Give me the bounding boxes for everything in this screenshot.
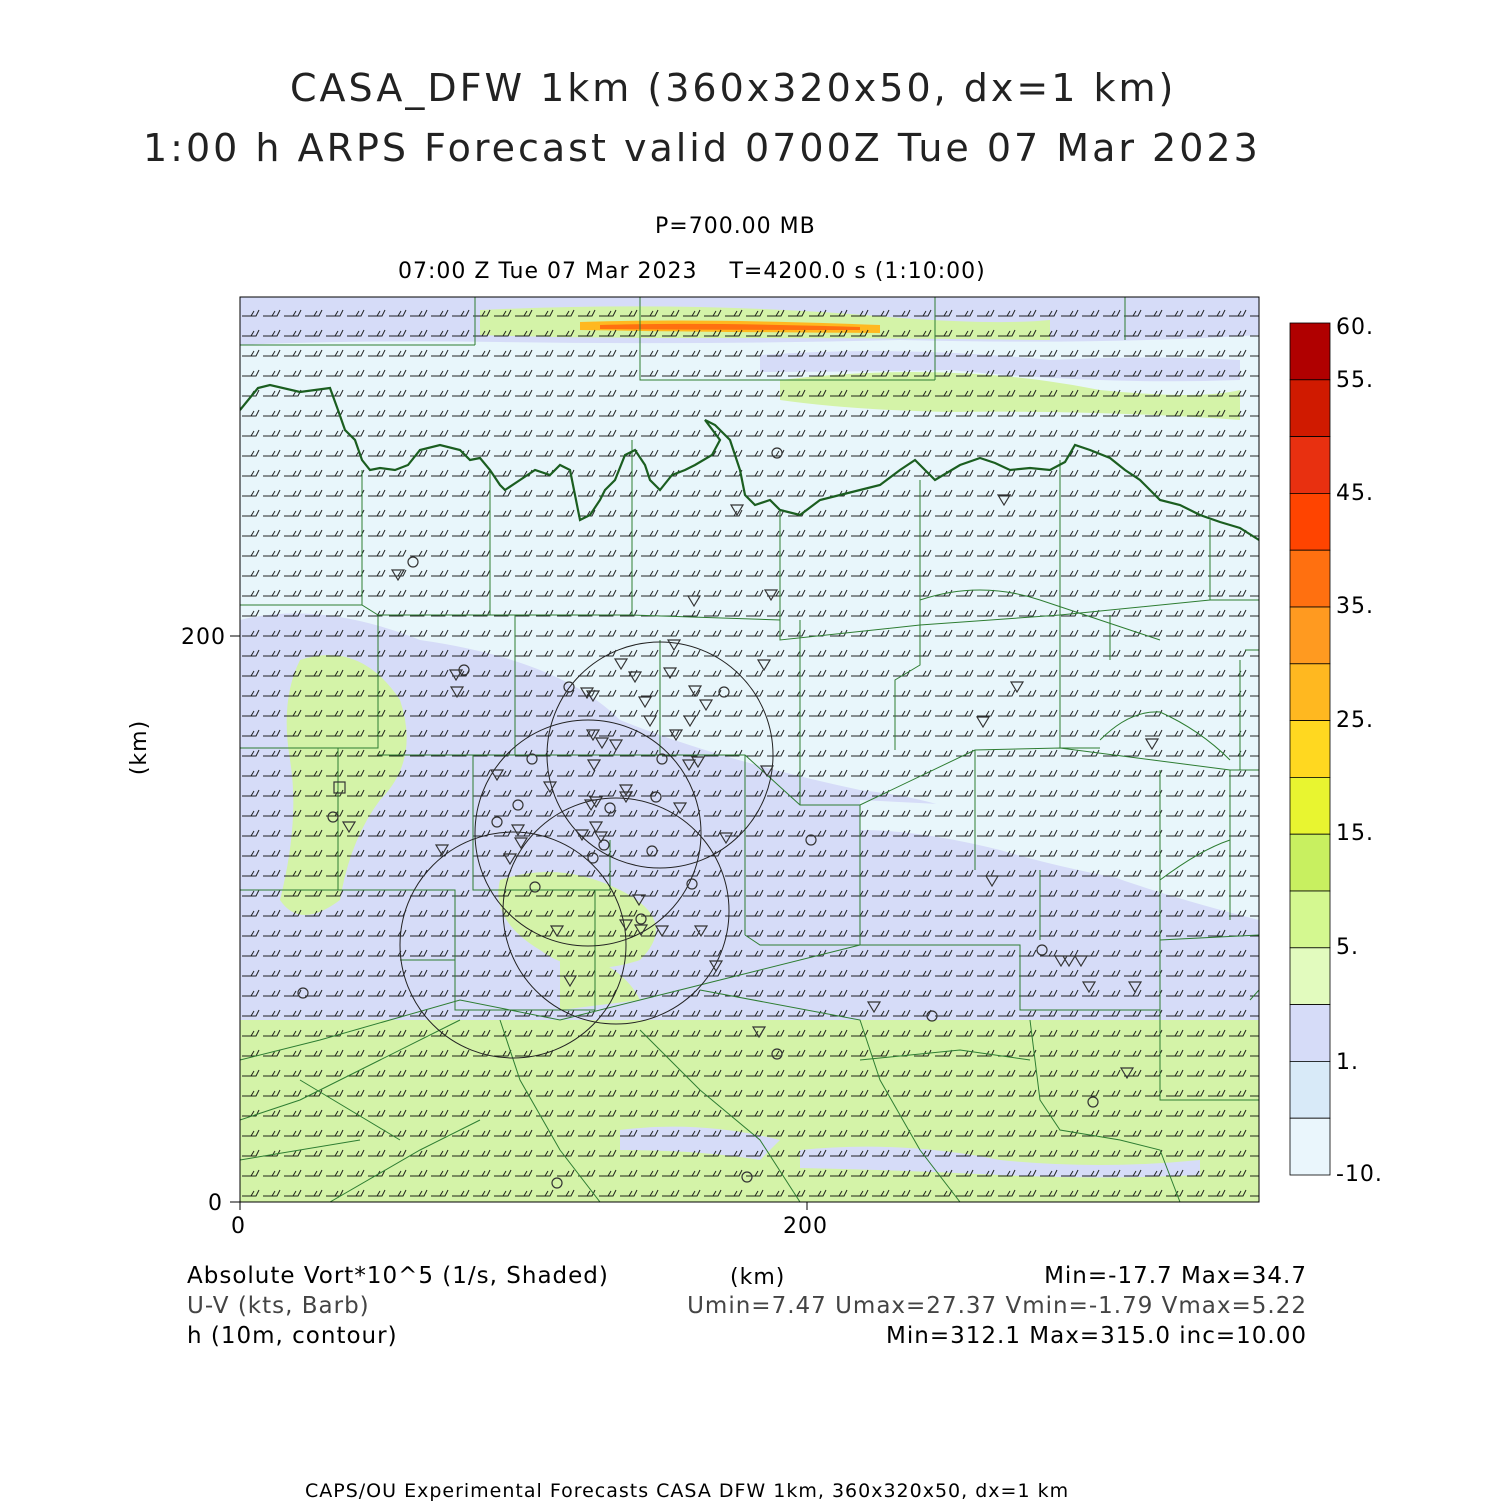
- x-tick-0: 0: [231, 1214, 246, 1239]
- colorbar-segment: [1290, 323, 1330, 380]
- colorbar-label: 25.: [1336, 708, 1374, 733]
- field2-label: U-V (kts, Barb): [187, 1293, 370, 1319]
- colorbar-segment: [1290, 1005, 1330, 1062]
- colorbar-label: 1.: [1336, 1050, 1359, 1075]
- colorbar-label: 45.: [1336, 481, 1374, 506]
- y-axis-label: (km): [127, 719, 153, 776]
- colorbar-segment: [1290, 380, 1330, 437]
- field3-stats: Min=312.1 Max=315.0 inc=10.00: [886, 1323, 1307, 1349]
- colorbar-segment: [1290, 1118, 1330, 1175]
- colorbar-segment: [1290, 834, 1330, 891]
- colorbar-segment: [1290, 948, 1330, 1005]
- pressure-level: P=700.00 MB: [655, 214, 816, 239]
- y-tick-0: 0: [208, 1191, 223, 1216]
- colorbar-label: 55.: [1336, 368, 1374, 393]
- valid-time: 07:00 Z Tue 07 Mar 2023 T=4200.0 s (1:10:00): [398, 259, 986, 284]
- field2-stats: Umin=7.47 Umax=27.37 Vmin=-1.79 Vmax=5.22: [687, 1293, 1307, 1319]
- title-line-1: CASA_DFW 1km (360x320x50, dx=1 km): [290, 66, 1177, 110]
- colorbar-label: 35.: [1336, 594, 1374, 619]
- colorbar-segment: [1290, 891, 1330, 948]
- x-axis-label: (km): [730, 1265, 786, 1290]
- colorbar-segment: [1290, 607, 1330, 664]
- title-line-2: 1:00 h ARPS Forecast valid 0700Z Tue 07 Mar 2023: [143, 126, 1261, 170]
- y-tick-200: 200: [181, 625, 226, 650]
- x-tick-200: 200: [783, 1214, 828, 1239]
- colorbar: [1290, 323, 1330, 1175]
- colorbar-segment: [1290, 777, 1330, 834]
- colorbar-label: 5.: [1336, 935, 1359, 960]
- colorbar-segment: [1290, 1061, 1330, 1118]
- field3-label: h (10m, contour): [187, 1323, 398, 1349]
- footer-credit: CAPS/OU Experimental Forecasts CASA DFW 1km, 360x320x50, dx=1 km: [305, 1480, 1070, 1502]
- colorbar-label: 60.: [1336, 315, 1374, 340]
- colorbar-label: 15.: [1336, 821, 1374, 846]
- field1-stats: Min=-17.7 Max=34.7: [1044, 1263, 1307, 1289]
- colorbar-segment: [1290, 437, 1330, 494]
- colorbar-segment: [1290, 664, 1330, 721]
- colorbar-segment: [1290, 550, 1330, 607]
- field1-label: Absolute Vort*10^5 (1/s, Shaded): [187, 1263, 609, 1289]
- vorticity-shading: [240, 297, 1259, 1202]
- colorbar-segment: [1290, 493, 1330, 550]
- colorbar-label: -10.: [1336, 1162, 1383, 1187]
- colorbar-segment: [1290, 721, 1330, 778]
